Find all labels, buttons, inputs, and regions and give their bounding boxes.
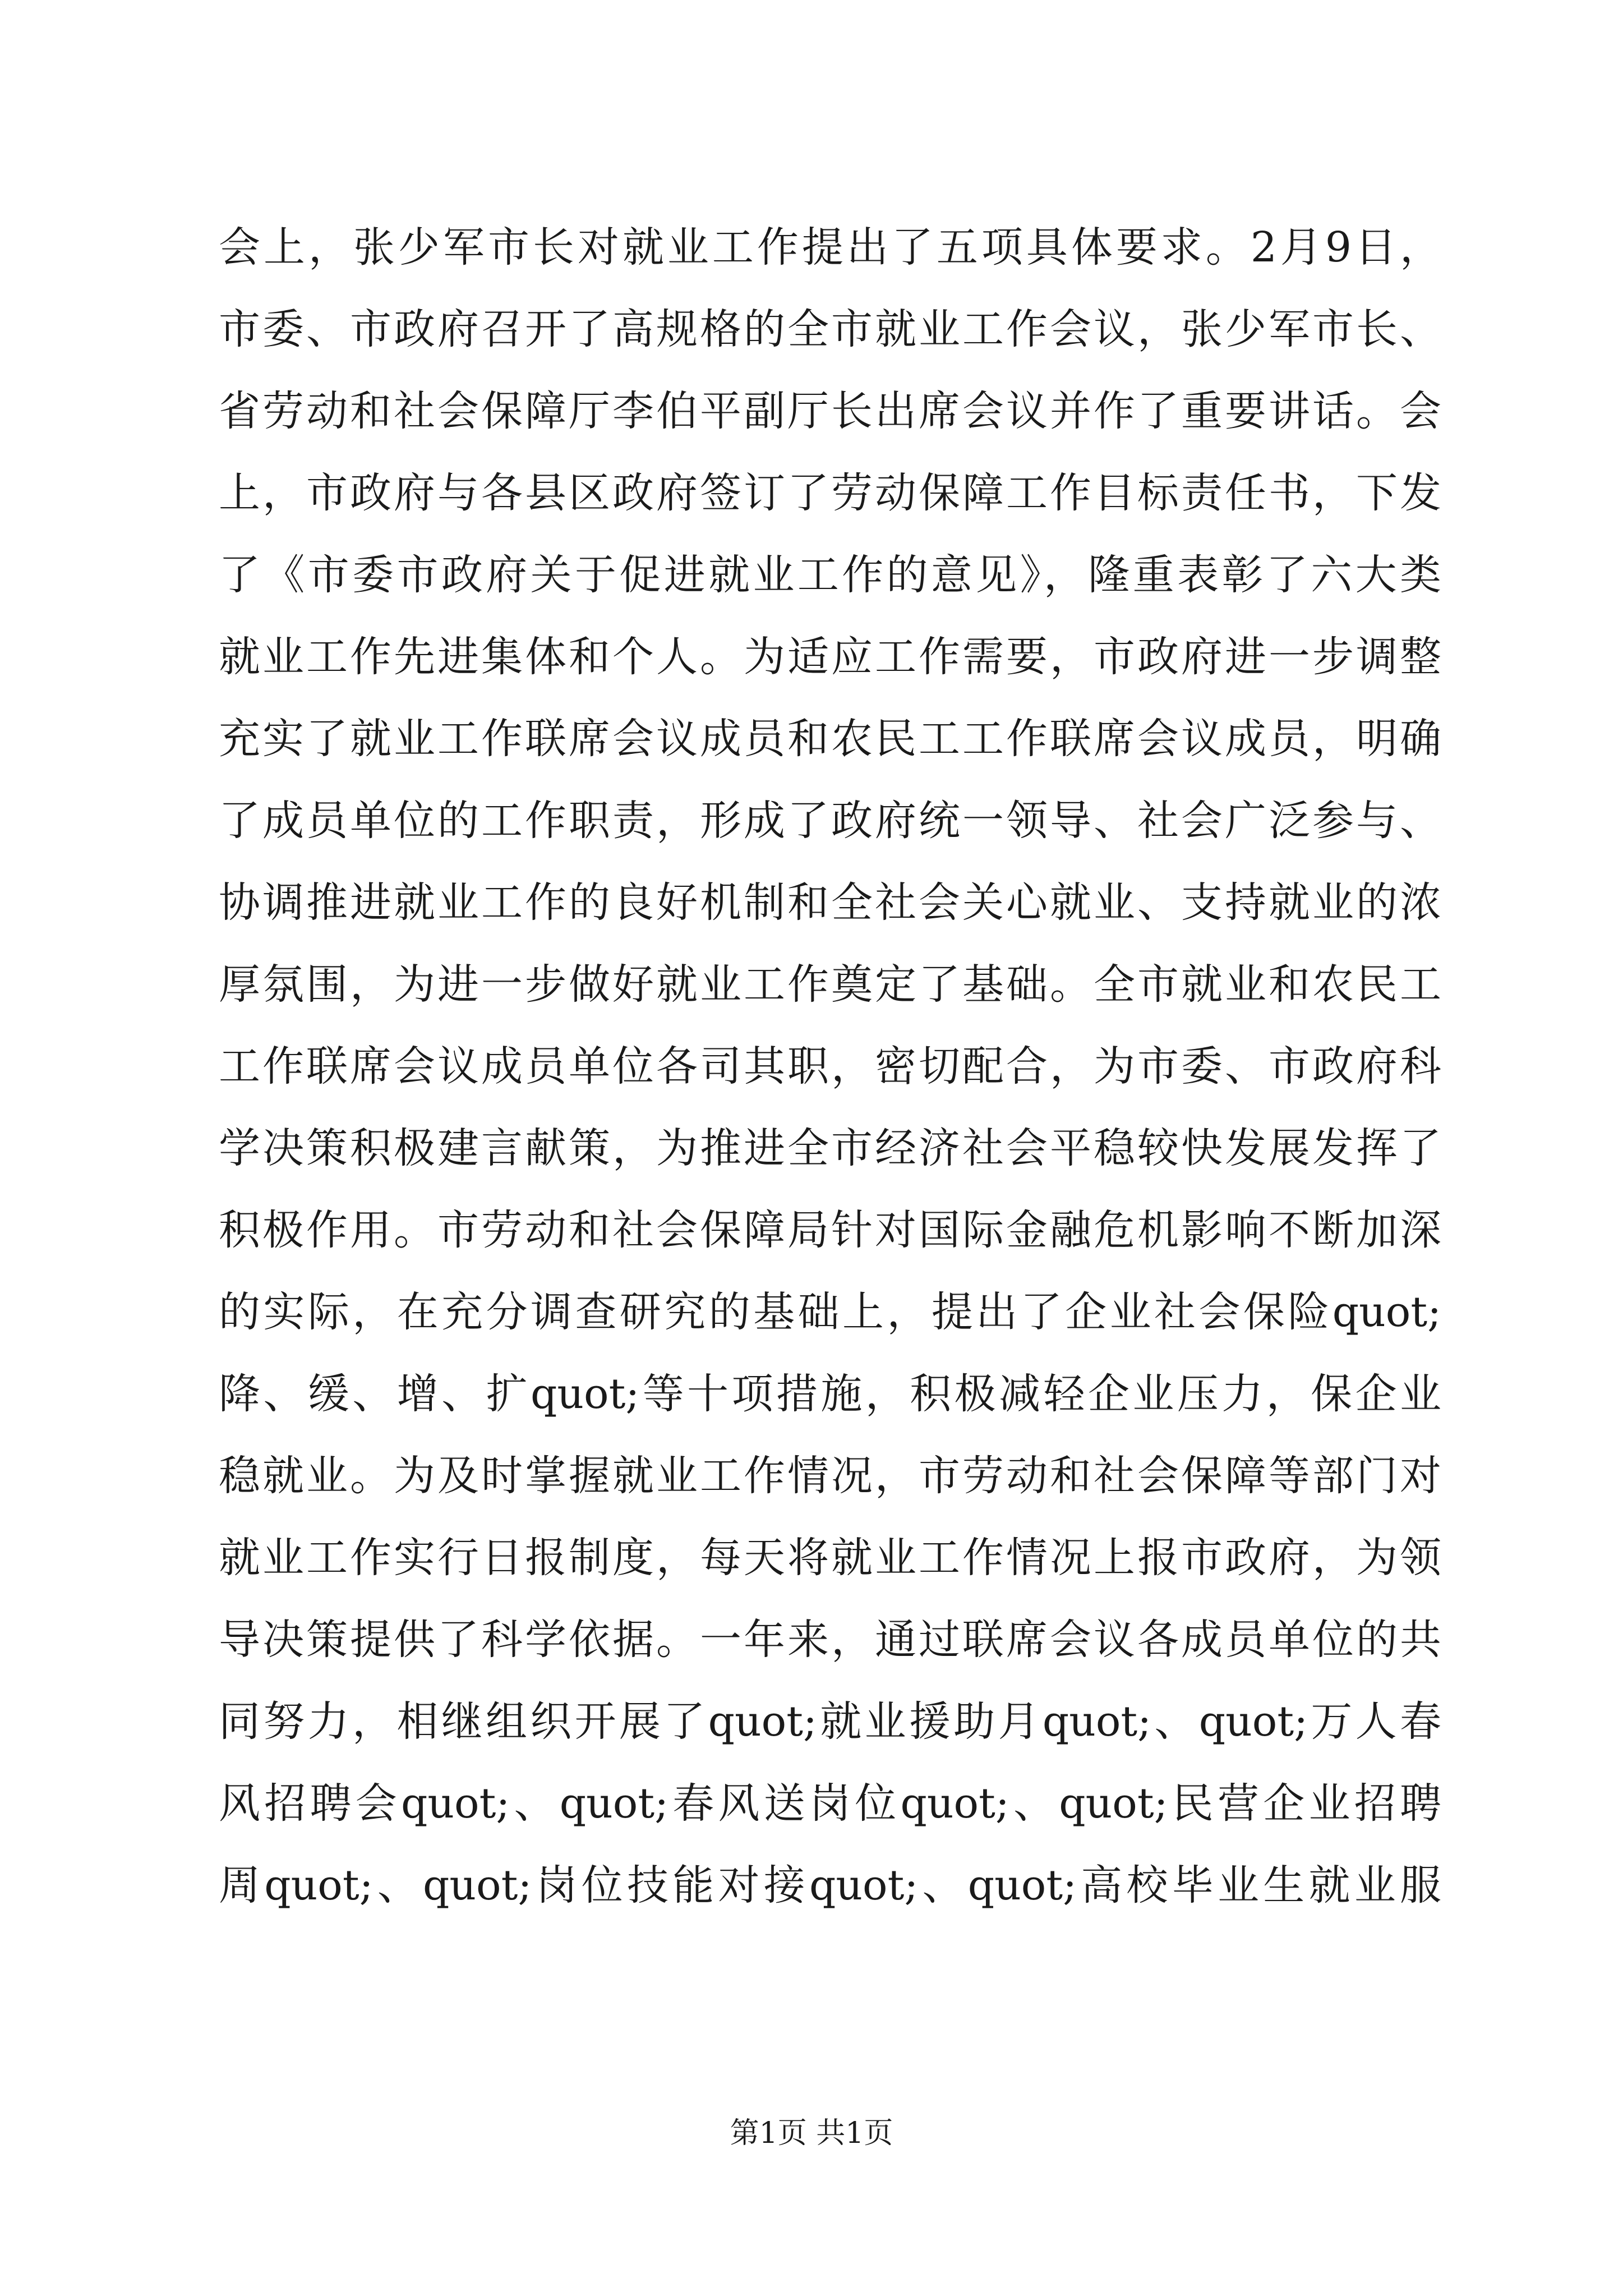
text-line: 的实际，在充分调查研究的基础上，提出了企业社会保险quot; (219, 1288, 1441, 1336)
text-line: 市委、市政府召开了高规格的全市就业工作会议，张少军市长、 (219, 305, 1441, 353)
text-line: 就业工作实行日报制度，每天将就业工作情况上报市政府，为领 (219, 1534, 1441, 1582)
page-footer (0, 2114, 1623, 2153)
text-line: 了成员单位的工作职责，形成了政府统一领导、社会广泛参与、 (219, 797, 1441, 845)
text-line: 稳就业。为及时掌握就业工作情况，市劳动和社会保障等部门对 (219, 1452, 1441, 1500)
text-line: 学决策积极建言献策，为推进全市经济社会平稳较快发展发挥了 (219, 1124, 1441, 1172)
page-number-label: 第1页 共1页 (730, 2116, 893, 2150)
text-line: 会上，张少军市长对就业工作提出了五项具体要求。2月9日， (219, 223, 1441, 272)
text-line: 导决策提供了科学依据。一年来，通过联席会议各成员单位的共 (219, 1616, 1441, 1664)
text-line: 积极作用。市劳动和社会保障局针对国际金融危机影响不断加深 (219, 1206, 1441, 1254)
text-line: 省劳动和社会保障厅李伯平副厅长出席会议并作了重要讲话。会 (219, 387, 1441, 435)
body-paragraph (219, 206, 1441, 1926)
text-line: 了《市委市政府关于促进就业工作的意见》，隆重表彰了六大类 (219, 551, 1441, 599)
text-line: 充实了就业工作联席会议成员和农民工工作联席会议成员，明确 (219, 715, 1441, 763)
text-line: 上，市政府与各县区政府签订了劳动保障工作目标责任书，下发 (219, 469, 1441, 517)
text-line: 周quot;、quot;岗位技能对接quot;、quot;高校毕业生就业服 (219, 1861, 1441, 1910)
text-line: 降、缓、增、扩quot;等十项措施，积极减轻企业压力，保企业 (219, 1370, 1441, 1418)
text-line: 同努力，相继组织开展了quot;就业援助月quot;、quot;万人春 (219, 1697, 1441, 1746)
text-line: 协调推进就业工作的良好机制和全社会关心就业、支持就业的浓 (219, 878, 1441, 927)
text-line: 厚氛围，为进一步做好就业工作奠定了基础。全市就业和农民工 (219, 960, 1441, 1009)
text-line: 工作联席会议成员单位各司其职，密切配合，为市委、市政府科 (219, 1042, 1441, 1091)
text-line: 风招聘会quot;、quot;春风送岗位quot;、quot;民营企业招聘 (219, 1779, 1441, 1828)
text-line: 就业工作先进集体和个人。为适应工作需要，市政府进一步调整 (219, 633, 1441, 681)
